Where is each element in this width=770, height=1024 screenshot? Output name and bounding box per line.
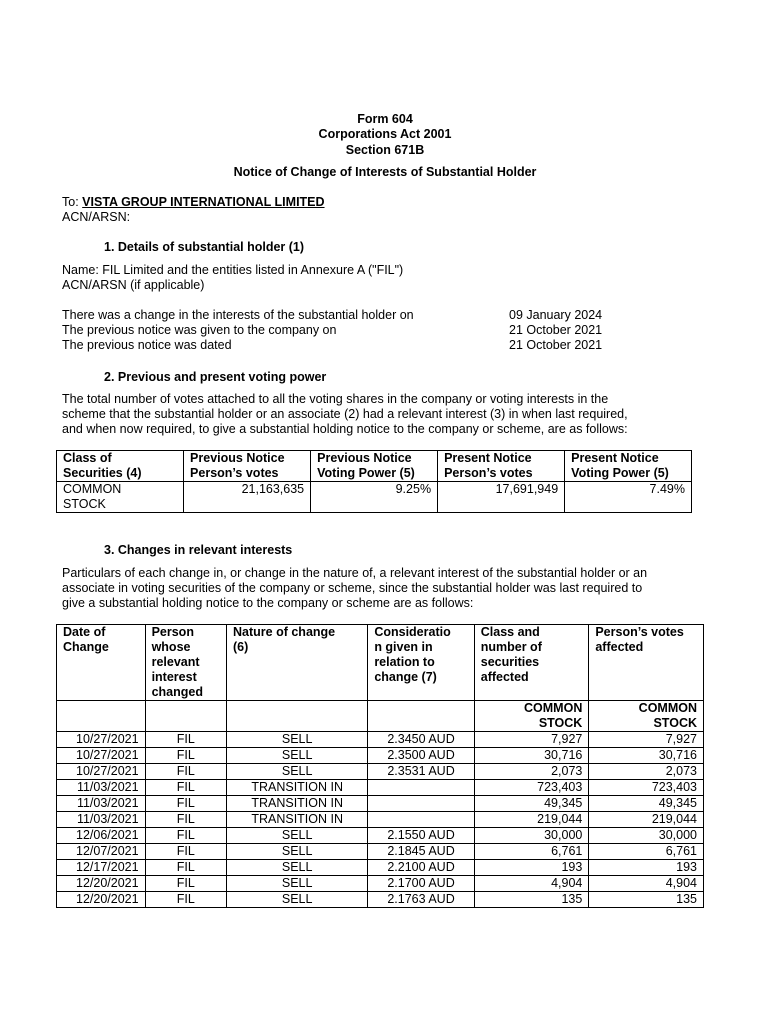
header-date: Date of Change bbox=[57, 625, 146, 701]
cell-date: 12/06/2021 bbox=[57, 828, 146, 844]
table-row bbox=[57, 812, 704, 828]
section3-para-line2: associate in voting securities of the company or scheme, since the substantial holder was last required to bbox=[62, 581, 643, 595]
header-pres-power: Present Notice Voting Power (5) bbox=[565, 451, 692, 482]
prev-given-value: 21 October 2021 bbox=[509, 323, 603, 337]
changes-table bbox=[56, 624, 704, 908]
form-number: Form 604 bbox=[357, 112, 413, 126]
cell-votes: 219,044 bbox=[589, 812, 704, 828]
cell-consideration bbox=[368, 812, 474, 828]
cell-number: 135 bbox=[474, 892, 589, 908]
cell-person: FIL bbox=[145, 860, 226, 876]
cell-pres-power: 7.49% bbox=[565, 482, 692, 513]
cell-date: 12/20/2021 bbox=[57, 892, 146, 908]
header-nature: Nature of change (6) bbox=[227, 625, 368, 701]
cell-person: FIL bbox=[145, 732, 226, 748]
section2-para-line1: The total number of votes attached to all the voting shares in the company or voting interests in the bbox=[62, 392, 609, 406]
page-title: Notice of Change of Interests of Substantial Holder bbox=[233, 165, 537, 179]
recipient-line bbox=[62, 195, 325, 210]
cell-votes: 723,403 bbox=[589, 780, 704, 796]
cell-consideration: 2.3500 AUD bbox=[368, 748, 474, 764]
cell-person: FIL bbox=[145, 844, 226, 860]
cell-nature: SELL bbox=[227, 748, 368, 764]
cell-number: 219,044 bbox=[474, 812, 589, 828]
prev-given-label: The previous notice was given to the company on bbox=[62, 323, 337, 337]
cell-date: 10/27/2021 bbox=[57, 748, 146, 764]
table-row bbox=[57, 876, 704, 892]
subheader-votes: COMMON STOCK bbox=[589, 701, 704, 732]
prev-dated-value: 21 October 2021 bbox=[509, 338, 603, 352]
table-row bbox=[57, 796, 704, 812]
cell-nature: TRANSITION IN bbox=[227, 780, 368, 796]
cell-votes: 4,904 bbox=[589, 876, 704, 892]
section3-para-line3: give a substantial holding notice to the company or scheme are as follows: bbox=[62, 596, 474, 610]
change-date-value: 09 January 2024 bbox=[509, 308, 603, 322]
cell-person: FIL bbox=[145, 828, 226, 844]
cell-consideration: 2.2100 AUD bbox=[368, 860, 474, 876]
table-row bbox=[57, 780, 704, 796]
cell-number: 30,000 bbox=[474, 828, 589, 844]
table-row bbox=[57, 748, 704, 764]
cell-number: 4,904 bbox=[474, 876, 589, 892]
cell-votes: 6,761 bbox=[589, 844, 704, 860]
holder-acn: ACN/ARSN (if applicable) bbox=[62, 278, 205, 292]
section-number: Section 671B bbox=[345, 143, 425, 157]
header-votes-affected: Person’s votes affected bbox=[589, 625, 704, 701]
cell-consideration: 2.3450 AUD bbox=[368, 732, 474, 748]
cell-nature: SELL bbox=[227, 844, 368, 860]
table-row bbox=[57, 828, 704, 844]
cell-prev-power: 9.25% bbox=[311, 482, 438, 513]
cell-consideration bbox=[368, 796, 474, 812]
cell-votes: 193 bbox=[589, 860, 704, 876]
cell-person: FIL bbox=[145, 876, 226, 892]
recipient-company: VISTA GROUP INTERNATIONAL LIMITED bbox=[82, 195, 325, 209]
voting-power-header-row bbox=[57, 451, 692, 482]
cell-date: 12/20/2021 bbox=[57, 876, 146, 892]
cell-consideration: 2.1700 AUD bbox=[368, 876, 474, 892]
table-row bbox=[57, 732, 704, 748]
section2-para-line2: scheme that the substantial holder or an associate (2) had a relevant interest (3) in when last required, bbox=[62, 407, 628, 421]
header-class-number: Class and number of securities affected bbox=[474, 625, 589, 701]
section3-heading: 3. Changes in relevant interests bbox=[104, 543, 293, 557]
cell-votes: 2,073 bbox=[589, 764, 704, 780]
section2-para-line3: and when now required, to give a substantial holding notice to the company or scheme, are as follows: bbox=[62, 422, 628, 436]
header-pres-votes: Present Notice Person’s votes bbox=[438, 451, 565, 482]
subheader-class: COMMON STOCK bbox=[474, 701, 589, 732]
section1-heading: 1. Details of substantial holder (1) bbox=[104, 240, 305, 254]
cell-date: 11/03/2021 bbox=[57, 796, 146, 812]
cell-class: COMMON STOCK bbox=[57, 482, 184, 513]
cell-person: FIL bbox=[145, 748, 226, 764]
cell-date: 10/27/2021 bbox=[57, 764, 146, 780]
cell-consideration: 2.3531 AUD bbox=[368, 764, 474, 780]
cell-nature: SELL bbox=[227, 892, 368, 908]
cell-prev-votes: 21,163,635 bbox=[184, 482, 311, 513]
cell-nature: TRANSITION IN bbox=[227, 812, 368, 828]
cell-date: 10/27/2021 bbox=[57, 732, 146, 748]
voting-power-row bbox=[57, 482, 692, 513]
cell-number: 723,403 bbox=[474, 780, 589, 796]
cell-consideration: 2.1550 AUD bbox=[368, 828, 474, 844]
cell-person: FIL bbox=[145, 812, 226, 828]
cell-person: FIL bbox=[145, 892, 226, 908]
cell-date: 12/17/2021 bbox=[57, 860, 146, 876]
cell-pres-votes: 17,691,949 bbox=[438, 482, 565, 513]
prev-dated-label: The previous notice was dated bbox=[62, 338, 232, 352]
cell-number: 6,761 bbox=[474, 844, 589, 860]
table-row bbox=[57, 892, 704, 908]
header-person: Person whose relevant interest changed bbox=[145, 625, 226, 701]
changes-table-body bbox=[57, 732, 704, 908]
cell-votes: 30,716 bbox=[589, 748, 704, 764]
cell-number: 49,345 bbox=[474, 796, 589, 812]
cell-person: FIL bbox=[145, 764, 226, 780]
cell-consideration: 2.1763 AUD bbox=[368, 892, 474, 908]
section2-heading: 2. Previous and present voting power bbox=[104, 370, 327, 384]
cell-nature: SELL bbox=[227, 876, 368, 892]
change-date-label: There was a change in the interests of the substantial holder on bbox=[62, 308, 414, 322]
changes-header-row bbox=[57, 625, 704, 701]
cell-number: 2,073 bbox=[474, 764, 589, 780]
cell-votes: 30,000 bbox=[589, 828, 704, 844]
table-row bbox=[57, 764, 704, 780]
act-name: Corporations Act 2001 bbox=[318, 127, 452, 141]
cell-votes: 135 bbox=[589, 892, 704, 908]
header-class-securities: Class of Securities (4) bbox=[57, 451, 184, 482]
voting-power-table bbox=[56, 450, 692, 513]
cell-date: 11/03/2021 bbox=[57, 780, 146, 796]
cell-nature: SELL bbox=[227, 860, 368, 876]
cell-votes: 7,927 bbox=[589, 732, 704, 748]
cell-person: FIL bbox=[145, 796, 226, 812]
section3-para-line1: Particulars of each change in, or change in the nature of, a relevant interest of the substantial holder or an bbox=[62, 566, 648, 580]
to-label: To: bbox=[62, 195, 79, 209]
cell-date: 12/07/2021 bbox=[57, 844, 146, 860]
cell-nature: TRANSITION IN bbox=[227, 796, 368, 812]
cell-number: 7,927 bbox=[474, 732, 589, 748]
holder-name: Name: FIL Limited and the entities listed in Annexure A ("FIL") bbox=[62, 263, 404, 277]
cell-nature: SELL bbox=[227, 828, 368, 844]
cell-nature: SELL bbox=[227, 764, 368, 780]
changes-subheader-row bbox=[57, 701, 704, 732]
cell-number: 193 bbox=[474, 860, 589, 876]
cell-consideration bbox=[368, 780, 474, 796]
recipient-acn: ACN/ARSN: bbox=[62, 210, 131, 224]
table-row bbox=[57, 860, 704, 876]
cell-nature: SELL bbox=[227, 732, 368, 748]
cell-person: FIL bbox=[145, 780, 226, 796]
cell-consideration: 2.1845 AUD bbox=[368, 844, 474, 860]
table-row bbox=[57, 844, 704, 860]
cell-votes: 49,345 bbox=[589, 796, 704, 812]
cell-number: 30,716 bbox=[474, 748, 589, 764]
header-prev-votes: Previous Notice Person’s votes bbox=[184, 451, 311, 482]
cell-date: 11/03/2021 bbox=[57, 812, 146, 828]
header-consideration: Consideratio n given in relation to change (7) bbox=[368, 625, 474, 701]
header-prev-power: Previous Notice Voting Power (5) bbox=[311, 451, 438, 482]
